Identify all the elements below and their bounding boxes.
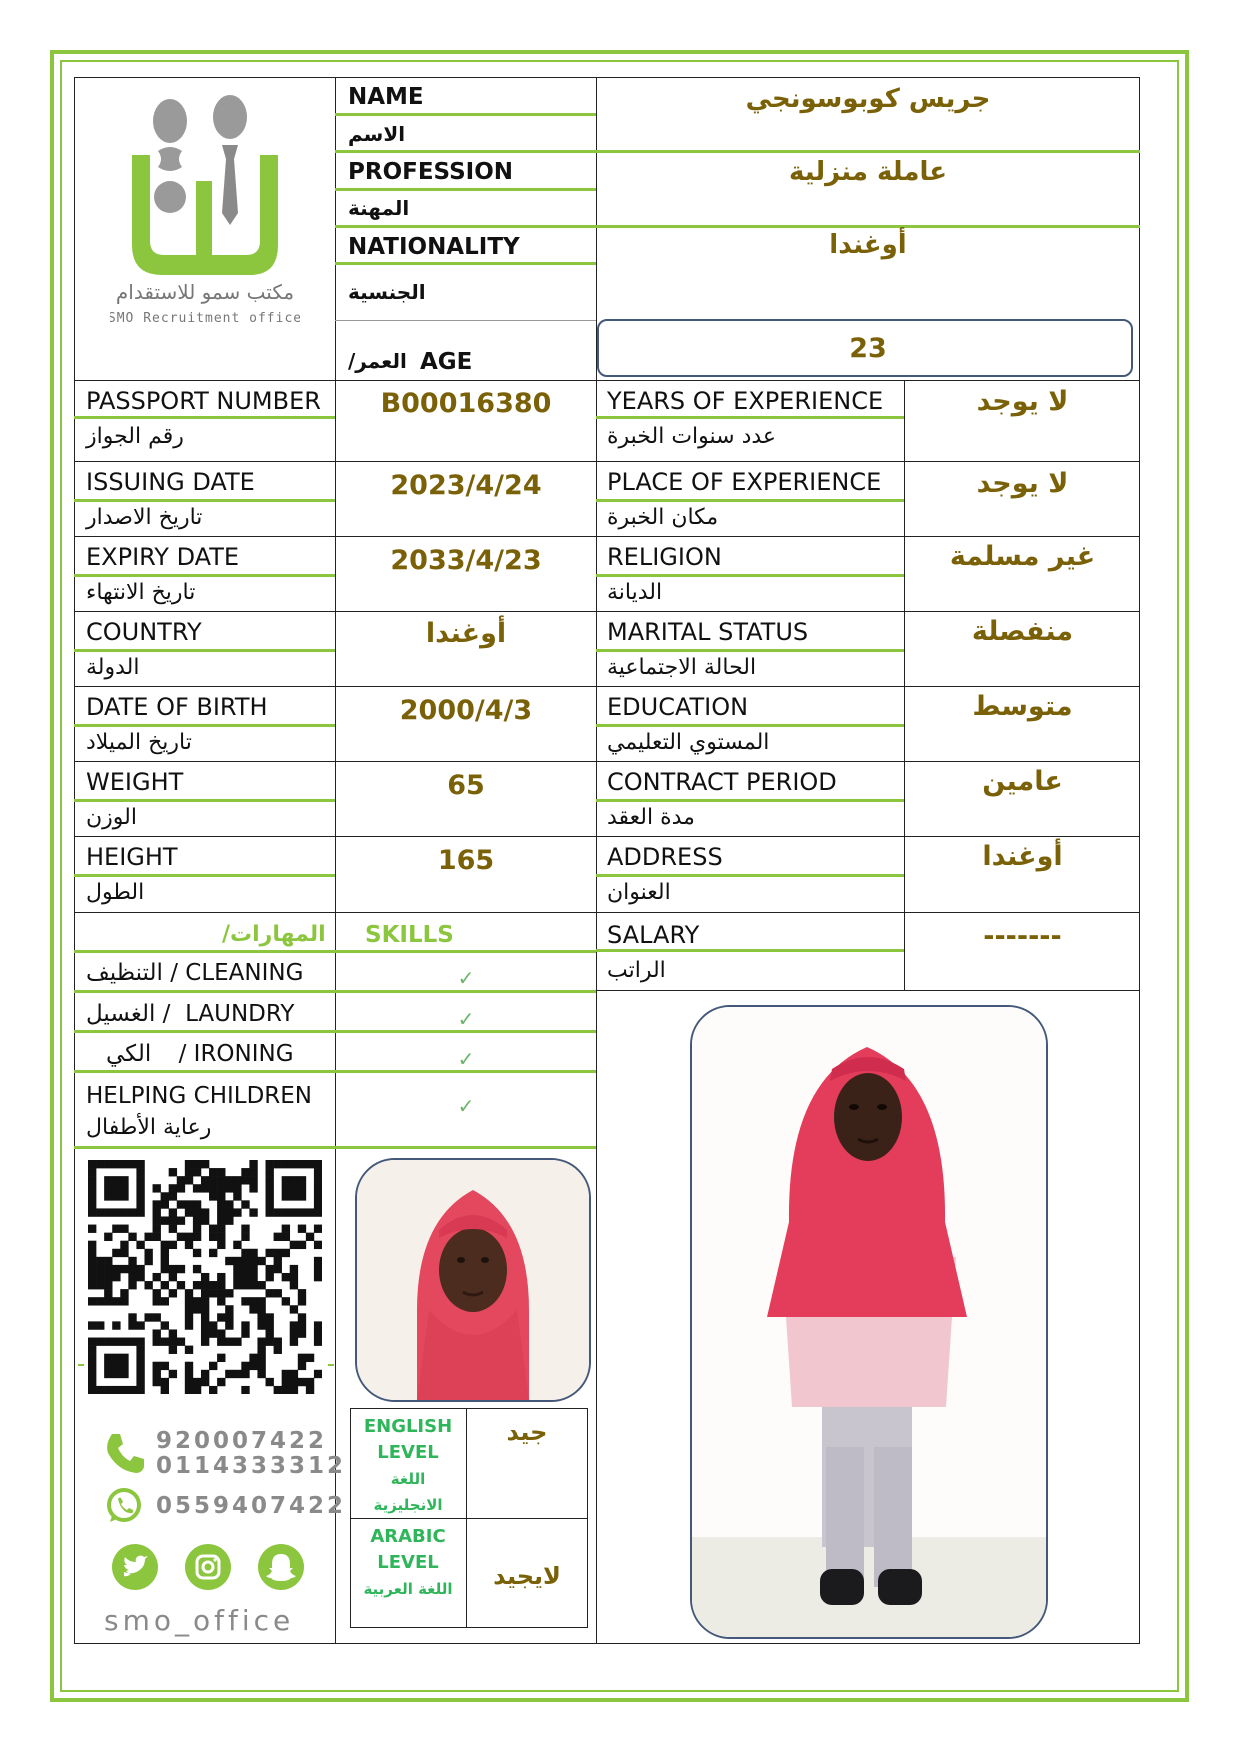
age-value: 23 <box>849 333 887 364</box>
phone-2: 0114333312 <box>156 1453 347 1479</box>
nationality-label-ar: الجنسية <box>348 280 426 304</box>
passport-number-label-ar: رقم الجواز <box>86 424 184 449</box>
place-experience-label-ar: مكان الخبرة <box>607 505 719 530</box>
contract-period-label-ar: مدة العقد <box>607 805 695 830</box>
country-value: أوغندا <box>425 618 507 649</box>
country-label-ar: الدولة <box>86 655 140 680</box>
place-experience-label: PLACE OF EXPERIENCE <box>607 468 882 496</box>
salary-label: SALARY <box>607 921 700 949</box>
salary-value: ------- <box>983 921 1062 952</box>
issuing-date-label: ISSUING DATE <box>86 468 255 496</box>
date-of-birth-label-ar: تاريخ الميلاد <box>86 730 192 755</box>
name-value: جريس كوبوسونجي <box>745 84 991 114</box>
passport-number-label: PASSPORT NUMBER <box>86 387 321 415</box>
marital-status-label: MARITAL STATUS <box>607 618 809 646</box>
ironing-check-icon: ✓ <box>457 1047 475 1071</box>
religion-value: غير مسلمة <box>949 541 1096 572</box>
address-label-ar: العنوان <box>607 880 671 905</box>
religion-label-ar: الديانة <box>607 580 663 605</box>
arabic-level-label-en: ARABIC LEVEL <box>370 1526 446 1573</box>
marital-status-value: منفصلة <box>971 616 1074 647</box>
contract-period-value: عامين <box>982 766 1063 797</box>
nationality-label-en: NATIONALITY <box>348 234 520 260</box>
nationality-value: أوغندا <box>829 230 907 260</box>
phone-icon <box>102 1430 148 1476</box>
weight-label-ar: الوزن <box>86 805 137 830</box>
expiry-date-label-ar: تاريخ الانتهاء <box>86 580 196 605</box>
height-label: HEIGHT <box>86 843 178 871</box>
education-label-ar: المستوي التعليمي <box>607 730 770 755</box>
profession-label-en: PROFESSION <box>348 159 513 185</box>
english-level-value: جيد <box>506 1418 548 1446</box>
snapchat-icon[interactable] <box>258 1544 304 1590</box>
whatsapp-number: 0559407422 <box>156 1493 347 1519</box>
skill-cleaning: التنظيف / CLEANING <box>86 960 304 986</box>
instagram-icon[interactable] <box>185 1544 231 1590</box>
laundry-check-icon: ✓ <box>457 1007 475 1031</box>
skill-laundry-ar: الغسيل <box>86 1001 156 1027</box>
address-label: ADDRESS <box>607 843 723 871</box>
religion-label: RELIGION <box>607 543 722 571</box>
skill-ironing-ar: الكي <box>106 1041 152 1067</box>
full-body-photo <box>690 1005 1048 1639</box>
skill-helping-children-ar: رعاية الأطفال <box>86 1115 212 1140</box>
office-name-en: SMO Recruitment office <box>110 311 300 325</box>
issuing-date-value: 2023/4/24 <box>390 470 542 501</box>
expiry-date-value: 2033/4/23 <box>390 545 542 576</box>
skills-title-en: SKILLS <box>365 922 454 948</box>
social-handle: smo_office <box>104 1604 295 1637</box>
skill-cleaning-ar: التنظيف <box>86 960 163 986</box>
expiry-date-label: EXPIRY DATE <box>86 543 240 571</box>
name-label-ar: الاسم <box>348 122 406 146</box>
office-name-ar: مكتب سمو للاستقدام <box>115 280 295 304</box>
skill-ironing-en: IRONING <box>193 1041 294 1067</box>
skill-ironing: الكي / IRONING <box>86 1041 294 1067</box>
height-value: 165 <box>437 845 495 876</box>
years-experience-label: YEARS OF EXPERIENCE <box>607 387 884 415</box>
phone-1: 920007422 <box>156 1428 328 1454</box>
salary-label-ar: الراتب <box>607 958 666 983</box>
years-experience-label-ar: عدد سنوات الخبرة <box>607 424 777 449</box>
education-value: متوسط <box>972 691 1073 722</box>
date-of-birth-label: DATE OF BIRTH <box>86 693 268 721</box>
address-value: أوغندا <box>982 841 1063 872</box>
contract-period-label: CONTRACT PERIOD <box>607 768 837 796</box>
skill-cleaning-en: CLEANING <box>185 960 304 986</box>
profession-value: عاملة منزلية <box>788 157 948 187</box>
passport-photo <box>355 1158 591 1402</box>
date-of-birth-value: 2000/4/3 <box>399 695 533 726</box>
whatsapp-icon <box>104 1486 144 1526</box>
office-logo <box>110 85 300 325</box>
qr-code <box>88 1160 322 1394</box>
age-label-ar: العمر/ <box>348 349 407 373</box>
english-level-label-ar: اللغة الانجليزية <box>373 1470 443 1514</box>
passport-number-value: B00016380 <box>380 388 552 419</box>
cleaning-check-icon: ✓ <box>457 966 475 990</box>
english-level-label-en: ENGLISH LEVEL <box>363 1416 453 1463</box>
arabic-level-label <box>350 1524 466 1602</box>
country-label: COUNTRY <box>86 618 202 646</box>
skill-laundry-en: LAUNDRY <box>185 1001 295 1027</box>
marital-status-label-ar: الحالة الاجتماعية <box>607 655 757 680</box>
arabic-level-value: لايجيد <box>493 1562 561 1590</box>
age-label-en: AGE <box>420 349 473 375</box>
english-level-label <box>350 1414 466 1518</box>
skill-laundry: الغسيل / LAUNDRY <box>86 1001 295 1027</box>
place-experience-value: لا يوجد <box>976 468 1069 499</box>
profession-label-ar: المهنة <box>348 196 410 220</box>
twitter-icon[interactable] <box>112 1544 158 1590</box>
helping-children-check-icon: ✓ <box>457 1094 475 1118</box>
years-experience-value: لا يوجد <box>976 386 1069 417</box>
weight-label: WEIGHT <box>86 768 184 796</box>
skill-helping-children-en: HELPING CHILDREN <box>86 1083 313 1109</box>
weight-value: 65 <box>447 770 485 801</box>
issuing-date-label-ar: تاريخ الاصدار <box>86 505 203 530</box>
skills-title-ar: المهارات/ <box>222 922 326 947</box>
name-label-en: NAME <box>348 84 424 110</box>
height-label-ar: الطول <box>86 880 145 905</box>
education-label: EDUCATION <box>607 693 749 721</box>
arabic-level-label-ar: اللغة العربية <box>363 1580 453 1598</box>
